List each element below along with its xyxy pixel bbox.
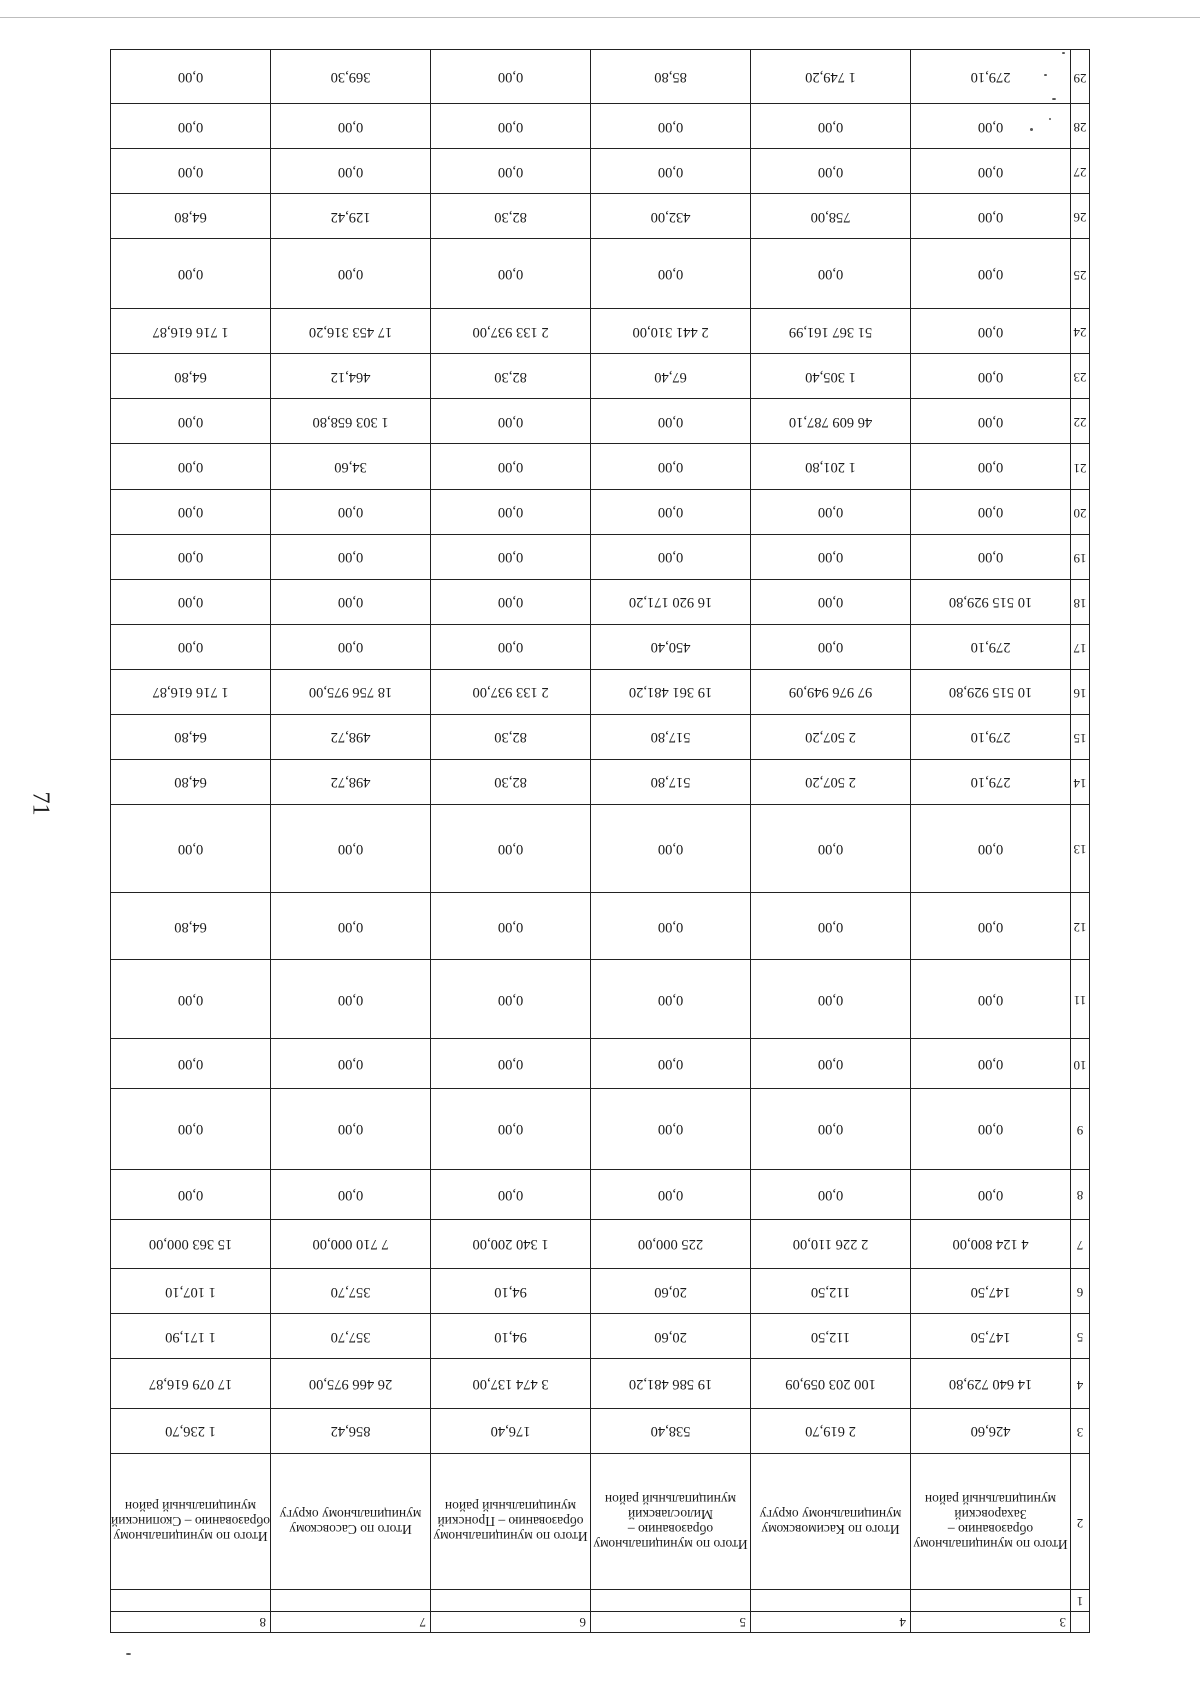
value-cell: 26 466 975,00	[271, 1359, 431, 1409]
value-cell: 0,00	[751, 579, 911, 624]
value-cell: 279,10	[911, 624, 1071, 669]
value-cell: 464,12	[271, 354, 431, 399]
value-cell: 0,00	[431, 104, 591, 149]
column-band-27	[111, 149, 1090, 194]
value-cell: 67,40	[591, 354, 751, 399]
value-cell: 0,00	[591, 804, 751, 892]
value-cell: 0,00	[111, 804, 271, 892]
row-number: 7	[271, 1611, 431, 1632]
value-cell: 0,00	[911, 309, 1071, 354]
column-number: 4	[1071, 1359, 1090, 1409]
column-number: 16	[1071, 669, 1090, 714]
value-cell: 0,00	[751, 1088, 911, 1169]
column-number: 28	[1071, 104, 1090, 149]
value-cell: 498,72	[271, 714, 431, 759]
column-number: 6	[1071, 1269, 1090, 1314]
value-cell: 517,80	[591, 714, 751, 759]
value-cell: 100 203 059,09	[751, 1359, 911, 1409]
value-cell: 0,00	[591, 489, 751, 534]
column-band-23	[111, 354, 1090, 399]
column-band-10	[111, 1039, 1090, 1089]
value-cell: 0,00	[111, 489, 271, 534]
value-cell: 0,00	[591, 1088, 751, 1169]
row-index-cell	[111, 1590, 271, 1611]
row-index-cell	[271, 1590, 431, 1611]
value-cell: 0,00	[751, 804, 911, 892]
column-number: 2	[1071, 1453, 1090, 1589]
value-cell: 0,00	[911, 354, 1071, 399]
row-number: 5	[591, 1611, 751, 1632]
value-cell: 2 507,20	[751, 714, 911, 759]
value-cell: 0,00	[591, 399, 751, 444]
value-cell: 1 107,10	[111, 1269, 271, 1314]
value-cell: 0,00	[271, 892, 431, 960]
column-number: 20	[1071, 489, 1090, 534]
value-cell: 498,72	[271, 759, 431, 804]
value-cell: 17 453 316,20	[271, 309, 431, 354]
column-number: 17	[1071, 624, 1090, 669]
municipality-name: Итого по муниципальному образованию – Захаровский муниципальный район	[911, 1453, 1071, 1589]
value-cell: 46 609 787,10	[751, 399, 911, 444]
value-cell: 0,00	[591, 892, 751, 960]
value-cell: 0,00	[911, 960, 1071, 1039]
value-cell: 0,00	[911, 399, 1071, 444]
value-cell: 0,00	[111, 1088, 271, 1169]
column-number: 14	[1071, 759, 1090, 804]
value-cell: 10 515 929,80	[911, 669, 1071, 714]
value-cell: 0,00	[911, 1088, 1071, 1169]
column-band-14	[111, 759, 1090, 804]
column-band-8	[111, 1169, 1090, 1219]
value-cell: 0,00	[911, 534, 1071, 579]
column-number: 25	[1071, 239, 1090, 309]
value-cell: 20,60	[591, 1314, 751, 1359]
value-cell: 0,00	[431, 624, 591, 669]
value-cell: 10 515 929,80	[911, 579, 1071, 624]
value-cell: 112,50	[751, 1314, 911, 1359]
value-cell: 0,00	[111, 960, 271, 1039]
column-number: 7	[1071, 1219, 1090, 1269]
value-cell: 0,00	[591, 960, 751, 1039]
column-band-25	[111, 239, 1090, 309]
corner-cell	[1071, 1611, 1090, 1632]
value-cell: 0,00	[591, 1039, 751, 1089]
row-number-header	[111, 1611, 1090, 1632]
rotated-table-container	[110, 49, 1090, 1633]
column-number: 11	[1071, 960, 1090, 1039]
scan-speck	[1052, 98, 1056, 100]
value-cell: 4 124 800,00	[911, 1219, 1071, 1269]
column-number: 19	[1071, 534, 1090, 579]
value-cell: 7 710 000,00	[271, 1219, 431, 1269]
value-cell: 0,00	[431, 444, 591, 489]
value-cell: 1 340 200,00	[431, 1219, 591, 1269]
value-cell: 64,80	[111, 714, 271, 759]
municipality-name: Итого по муниципальному образованию – Милославский муниципальный район	[591, 1453, 751, 1589]
value-cell: 1 749,20	[751, 50, 911, 104]
value-cell: 0,00	[751, 489, 911, 534]
value-cell: 1 716 616,87	[111, 669, 271, 714]
column-band-26	[111, 194, 1090, 239]
column-number: 21	[1071, 444, 1090, 489]
value-cell: 758,00	[751, 194, 911, 239]
municipality-name: Итого по муниципальному образованию – Скопинский муниципальный район	[111, 1453, 271, 1589]
column-number: 22	[1071, 399, 1090, 444]
column-number: 1	[1071, 1590, 1090, 1611]
value-cell: 0,00	[431, 1088, 591, 1169]
value-cell: 0,00	[111, 1169, 271, 1219]
value-cell: 0,00	[751, 104, 911, 149]
value-cell: 0,00	[911, 1169, 1071, 1219]
value-cell: 0,00	[431, 534, 591, 579]
value-cell: 82,30	[431, 714, 591, 759]
value-cell: 279,10	[911, 714, 1071, 759]
value-cell: 0,00	[111, 239, 271, 309]
value-cell: 0,00	[591, 534, 751, 579]
row-index-cell	[431, 1590, 591, 1611]
top-scan-edge	[0, 17, 1200, 18]
page-number: 71	[27, 791, 54, 816]
value-cell: 0,00	[431, 50, 591, 104]
value-cell: 0,00	[751, 1169, 911, 1219]
value-cell: 2 507,20	[751, 759, 911, 804]
value-cell: 1 305,40	[751, 354, 911, 399]
value-cell: 2 133 937,00	[431, 669, 591, 714]
value-cell: 112,50	[751, 1269, 911, 1314]
row-number: 3	[911, 1611, 1071, 1632]
value-cell: 0,00	[911, 104, 1071, 149]
row-number: 4	[751, 1611, 911, 1632]
column-band-13	[111, 804, 1090, 892]
value-cell: 16 920 171,20	[591, 579, 751, 624]
value-cell: 0,00	[431, 1169, 591, 1219]
column-number: 24	[1071, 309, 1090, 354]
value-cell: 0,00	[271, 149, 431, 194]
value-cell: 0,00	[911, 804, 1071, 892]
value-cell: 0,00	[111, 50, 271, 104]
value-cell: 0,00	[751, 624, 911, 669]
column-number: 9	[1071, 1088, 1090, 1169]
value-cell: 357,70	[271, 1269, 431, 1314]
column-band-2	[111, 1453, 1090, 1589]
value-cell: 34,60	[271, 444, 431, 489]
value-cell: 0,00	[111, 624, 271, 669]
value-cell: 3 474 137,00	[431, 1359, 591, 1409]
column-band-4	[111, 1359, 1090, 1409]
value-cell: 0,00	[911, 194, 1071, 239]
value-cell: 147,50	[911, 1269, 1071, 1314]
value-cell: 0,00	[271, 239, 431, 309]
value-cell: 0,00	[271, 1088, 431, 1169]
value-cell: 64,80	[111, 892, 271, 960]
value-cell: 0,00	[271, 1169, 431, 1219]
value-cell: 0,00	[911, 892, 1071, 960]
column-band-11	[111, 960, 1090, 1039]
value-cell: 0,00	[271, 534, 431, 579]
value-cell: 0,00	[431, 149, 591, 194]
value-cell: 0,00	[271, 489, 431, 534]
value-cell: 225 000,00	[591, 1219, 751, 1269]
row-index-cell	[591, 1590, 751, 1611]
value-cell: 85,80	[591, 50, 751, 104]
value-cell: 17 079 616,87	[111, 1359, 271, 1409]
value-cell: 432,00	[591, 194, 751, 239]
value-cell: 0,00	[911, 239, 1071, 309]
value-cell: 0,00	[271, 579, 431, 624]
budget-table	[110, 49, 1090, 1633]
column-number: 29	[1071, 50, 1090, 104]
value-cell: 82,30	[431, 354, 591, 399]
value-cell: 369,30	[271, 50, 431, 104]
value-cell: 0,00	[271, 960, 431, 1039]
column-number: 10	[1071, 1039, 1090, 1089]
column-number: 26	[1071, 194, 1090, 239]
row-index-cell	[751, 1590, 911, 1611]
column-number: 27	[1071, 149, 1090, 194]
column-band-12	[111, 892, 1090, 960]
value-cell: 0,00	[111, 149, 271, 194]
value-cell: 0,00	[431, 1039, 591, 1089]
value-cell: 1 303 658,80	[271, 399, 431, 444]
value-cell: 0,00	[431, 804, 591, 892]
column-band-3	[111, 1408, 1090, 1453]
value-cell: 0,00	[431, 239, 591, 309]
column-band-28	[111, 104, 1090, 149]
column-band-15	[111, 714, 1090, 759]
column-number: 5	[1071, 1314, 1090, 1359]
value-cell: 0,00	[911, 149, 1071, 194]
column-number: 13	[1071, 804, 1090, 892]
column-band-9	[111, 1088, 1090, 1169]
column-band-19	[111, 534, 1090, 579]
value-cell: 0,00	[431, 892, 591, 960]
value-cell: 1 716 616,87	[111, 309, 271, 354]
value-cell: 0,00	[431, 960, 591, 1039]
row-number: 8	[111, 1611, 271, 1632]
value-cell: 147,50	[911, 1314, 1071, 1359]
column-number: 23	[1071, 354, 1090, 399]
value-cell: 18 756 975,00	[271, 669, 431, 714]
column-band-5	[111, 1314, 1090, 1359]
value-cell: 0,00	[431, 399, 591, 444]
value-cell: 0,00	[111, 104, 271, 149]
column-band-22	[111, 399, 1090, 444]
value-cell: 2 133 937,00	[431, 309, 591, 354]
value-cell: 517,80	[591, 759, 751, 804]
row-index-cell	[911, 1590, 1071, 1611]
row-number: 6	[431, 1611, 591, 1632]
value-cell: 0,00	[591, 1169, 751, 1219]
column-band-18	[111, 579, 1090, 624]
value-cell: 0,00	[591, 149, 751, 194]
column-number: 3	[1071, 1408, 1090, 1453]
municipality-name: Итого по Сасовскому муниципальному округу	[271, 1453, 431, 1589]
column-band-16	[111, 669, 1090, 714]
value-cell: 0,00	[751, 1039, 911, 1089]
value-cell: 64,80	[111, 354, 271, 399]
column-band-21	[111, 444, 1090, 489]
value-cell: 426,60	[911, 1408, 1071, 1453]
value-cell: 15 363 000,00	[111, 1219, 271, 1269]
value-cell: 0,00	[271, 624, 431, 669]
column-band-6	[111, 1269, 1090, 1314]
value-cell: 0,00	[431, 489, 591, 534]
column-number: 18	[1071, 579, 1090, 624]
scan-speck	[126, 1653, 131, 1655]
value-cell: 0,00	[911, 489, 1071, 534]
value-cell: 20,60	[591, 1269, 751, 1314]
value-cell: 97 976 949,09	[751, 669, 911, 714]
column-band-24	[111, 309, 1090, 354]
value-cell: 2 226 110,00	[751, 1219, 911, 1269]
column-band-1	[111, 1590, 1090, 1611]
value-cell: 0,00	[111, 444, 271, 489]
value-cell: 14 640 729,80	[911, 1359, 1071, 1409]
value-cell: 0,00	[751, 960, 911, 1039]
value-cell: 129,42	[271, 194, 431, 239]
value-cell: 94,10	[431, 1314, 591, 1359]
value-cell: 0,00	[111, 1039, 271, 1089]
value-cell: 0,00	[431, 579, 591, 624]
column-band-7	[111, 1219, 1090, 1269]
value-cell: 856,42	[271, 1408, 431, 1453]
value-cell: 1 236,70	[111, 1408, 271, 1453]
value-cell: 279,10	[911, 50, 1071, 104]
value-cell: 0,00	[111, 399, 271, 444]
column-number: 15	[1071, 714, 1090, 759]
value-cell: 0,00	[591, 239, 751, 309]
value-cell: 19 586 481,20	[591, 1359, 751, 1409]
value-cell: 0,00	[111, 579, 271, 624]
column-band-17	[111, 624, 1090, 669]
value-cell: 357,70	[271, 1314, 431, 1359]
value-cell: 1 201,80	[751, 444, 911, 489]
value-cell: 0,00	[271, 804, 431, 892]
column-band-29	[111, 50, 1090, 104]
scan-speck	[1062, 52, 1065, 54]
value-cell: 2 441 310,00	[591, 309, 751, 354]
value-cell: 1 171,90	[111, 1314, 271, 1359]
column-number: 8	[1071, 1169, 1090, 1219]
value-cell: 94,10	[431, 1269, 591, 1314]
value-cell: 176,40	[431, 1408, 591, 1453]
value-cell: 51 367 161,99	[751, 309, 911, 354]
value-cell: 0,00	[751, 892, 911, 960]
value-cell: 0,00	[271, 104, 431, 149]
value-cell: 279,10	[911, 759, 1071, 804]
value-cell: 0,00	[271, 1039, 431, 1089]
value-cell: 0,00	[751, 149, 911, 194]
value-cell: 538,40	[591, 1408, 751, 1453]
value-cell: 2 619,70	[751, 1408, 911, 1453]
scan-speck	[1049, 118, 1051, 120]
scan-speck	[1030, 128, 1033, 131]
value-cell: 0,00	[911, 1039, 1071, 1089]
municipality-name: Итого по муниципальному образованию – Пронский муниципальный район	[431, 1453, 591, 1589]
value-cell: 0,00	[751, 534, 911, 579]
scan-speck	[1044, 74, 1047, 76]
value-cell: 64,80	[111, 759, 271, 804]
value-cell: 19 361 481,20	[591, 669, 751, 714]
value-cell: 0,00	[591, 104, 751, 149]
municipality-name: Итого по Касимовскому муниципальному округу	[751, 1453, 911, 1589]
value-cell: 82,30	[431, 759, 591, 804]
value-cell: 82,30	[431, 194, 591, 239]
value-cell: 0,00	[911, 444, 1071, 489]
column-band-20	[111, 489, 1090, 534]
value-cell: 0,00	[591, 444, 751, 489]
value-cell: 64,80	[111, 194, 271, 239]
value-cell: 0,00	[751, 239, 911, 309]
value-cell: 0,00	[111, 534, 271, 579]
column-number: 12	[1071, 892, 1090, 960]
value-cell: 450,40	[591, 624, 751, 669]
